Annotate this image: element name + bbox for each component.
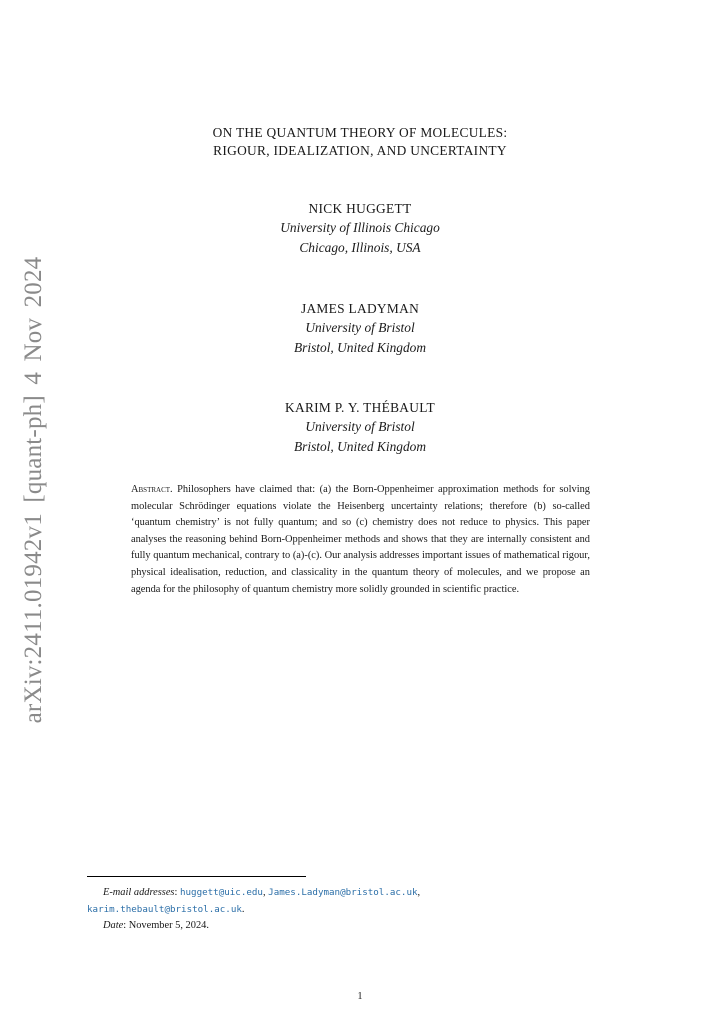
author-block-2 bbox=[0, 300, 720, 358]
date-label: Date bbox=[103, 920, 124, 932]
abstract-label: Abstract. bbox=[131, 484, 173, 495]
title-line-1: ON THE QUANTUM THEORY OF MOLECULES: bbox=[212, 125, 508, 140]
paper-title bbox=[0, 124, 720, 160]
author-name: KARIM P. Y. THÉBAULT bbox=[285, 400, 435, 415]
date-value: November 5, 2024. bbox=[128, 920, 209, 932]
abstract-text: Philosophers have claimed that: (a) the Born-Oppenheimer approximation methods for solving molecular Schrödinger equations violate the Heisenberg uncertainty relations; therefore (b) so-called ‘quantum chemistry’ is not fully quantum; and so (c) chemistry does not reduce to physics. This paper analyses the reasoning behind Born-Oppenheimer methods and shows that they are internally consistent and fully quantum mechanical, contrary to (a)-(c). Our analysis addresses important issues of mathematical rigour, physical idealisation, reduction, and classicality in the quantum theory of molecules, and we propose an agenda for the philosophy of quantum chemistry more solidly grounded in scientific practice. bbox=[131, 484, 590, 595]
author-location: Chicago, Illinois, USA bbox=[299, 240, 421, 255]
author-institution: University of Illinois Chicago bbox=[280, 220, 440, 235]
email-label: E-mail addresses bbox=[103, 887, 175, 898]
page-number: 1 bbox=[357, 991, 363, 1002]
author-name: JAMES LADYMAN bbox=[300, 301, 420, 316]
footnotes bbox=[87, 885, 647, 935]
email-footnote-continued: karim.thebault@bristol.ac.uk. bbox=[87, 903, 245, 915]
date-footnote: Date: November 5, 2024. bbox=[103, 920, 209, 932]
abstract bbox=[131, 482, 590, 598]
email-link-huggett[interactable]: huggett@uic.edu bbox=[179, 887, 263, 898]
email-link-thebault[interactable]: karim.thebault@bristol.ac.uk bbox=[87, 903, 242, 915]
author-institution: University of Bristol bbox=[305, 419, 415, 434]
author-institution: University of Bristol bbox=[305, 320, 415, 335]
email-footnote: E-mail addresses: huggett@uic.edu, James.Ladyman@bristol.ac.uk, bbox=[103, 887, 421, 898]
author-location: Bristol, United Kingdom bbox=[293, 439, 427, 454]
arxiv-identifier-stamp: arXiv:2411.01942v1 [quant-ph] 4 Nov 2024 bbox=[20, 256, 47, 724]
author-location: Bristol, United Kingdom bbox=[293, 340, 427, 355]
author-name: NICK HUGGETT bbox=[308, 201, 412, 216]
footnote-rule bbox=[87, 876, 306, 877]
title-line-2: RIGOUR, IDEALIZATION, AND UNCERTAINTY bbox=[213, 143, 507, 158]
email-link-ladyman[interactable]: James.Ladyman@bristol.ac.uk bbox=[268, 887, 418, 898]
author-block-1 bbox=[0, 200, 720, 258]
author-block-3 bbox=[0, 399, 720, 457]
